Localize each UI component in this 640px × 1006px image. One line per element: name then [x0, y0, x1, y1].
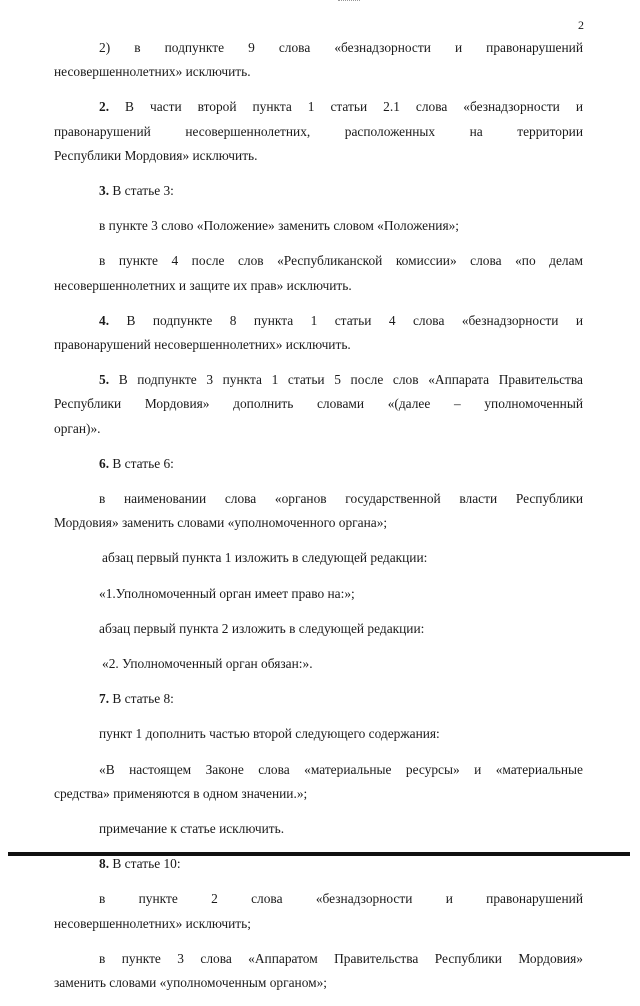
- paragraph-10: абзац первый пункта 1 изложить в следующей редакции:: [102, 550, 428, 566]
- paragraph-5-line-2: несовершеннолетних и защите их прав» исключить.: [54, 277, 352, 293]
- paragraph-12: абзац первый пункта 2 изложить в следующей редакции:: [99, 620, 425, 636]
- paragraph-11: «1.Уполномоченный орган имеет право на:»;: [99, 585, 355, 601]
- paragraph-1: 2) в подпункте 9 слова «безнадзорности и правонарушений: [99, 40, 583, 55]
- paragraph-7-line-2: Республики Мордовия» дополнить словами «(далее – уполномоченный: [54, 396, 583, 412]
- paragraph-19: в пункте 2 слова «безнадзорности и правонарушений: [99, 891, 583, 907]
- paragraph-9-line-2: Мордовия» заменить словами «уполномоченного органа»;: [54, 515, 388, 531]
- paragraph-2: 2. В части второй пункта 1 статьи 2.1 слова «безнадзорности и: [99, 99, 583, 115]
- scan-mark: [338, 0, 360, 4]
- paragraph-2-line-3: Республики Мордовия» исключить.: [54, 147, 258, 163]
- paragraph-1-cont: несовершеннолетних» исключить.: [54, 64, 251, 80]
- paragraph-18: 8. В статье 10:: [99, 856, 181, 872]
- paragraph-20: в пункте 3 слова «Аппаратом Правительства Республики Мордовия»: [99, 950, 583, 966]
- paragraph-19-line-2: несовершеннолетних» исключить;: [54, 915, 251, 931]
- paragraph-7-line-3: орган)».: [54, 420, 101, 436]
- paragraph-5: в пункте 4 после слов «Республиканской комиссии» слова «по делам: [99, 253, 583, 269]
- paragraph-14: 7. В статье 8:: [99, 691, 174, 707]
- paragraph-6-line-2: правонарушений несовершеннолетних» исключить.: [54, 337, 351, 353]
- paragraph-2-line-2: правонарушений несовершеннолетних, расположенных на территории: [54, 123, 583, 139]
- paragraph-16: «В настоящем Законе слова «материальные ресурсы» и «материальные: [99, 761, 583, 777]
- paragraph-17: примечание к статье исключить.: [99, 821, 285, 837]
- paragraph-3: 3. В статье 3:: [99, 183, 174, 199]
- paragraph-7: 5. В подпункте 3 пункта 1 статьи 5 после слов «Аппарата Правительства: [99, 372, 583, 388]
- paragraph-8: 6. В статье 6:: [99, 455, 174, 471]
- paragraph-16-line-2: средства» применяются в одном значении.»;: [54, 785, 308, 801]
- bottom-rule: [8, 852, 630, 856]
- page-number: 2: [578, 18, 584, 32]
- paragraph-20-line-2: заменить словами «уполномоченным органом»;: [54, 975, 328, 991]
- paragraph-4: в пункте 3 слово «Положение» заменить словом «Положения»;: [99, 218, 460, 234]
- paragraph-15: пункт 1 дополнить частью второй следующего содержания:: [99, 726, 440, 742]
- paragraph-6: 4. В подпункте 8 пункта 1 статьи 4 слова «безнадзорности и: [99, 312, 583, 328]
- paragraph-13: «2. Уполномоченный орган обязан:».: [102, 656, 313, 672]
- paragraph-9: в наименовании слова «органов государственной власти Республики: [99, 491, 583, 507]
- document-body: [54, 36, 583, 1006]
